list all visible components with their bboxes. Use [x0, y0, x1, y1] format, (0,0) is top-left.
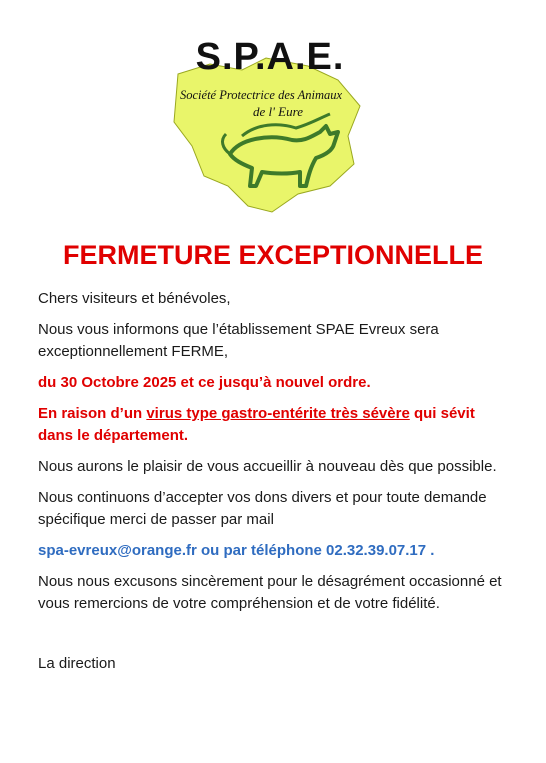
signature: La direction	[38, 655, 116, 672]
greeting: Chers visiteurs et bénévoles,	[38, 290, 231, 307]
info-paragraph: Nous vous informons que l’établissement SPAE Evreux sera exceptionnellement FERME,	[38, 321, 439, 360]
reason-underlined: virus type gastro-entérite très sévère	[146, 405, 410, 422]
dates-paragraph: du 30 Octobre 2025 et ce jusqu’à nouvel ordre.	[38, 374, 371, 391]
reason-post: qui sévit dans le département.	[38, 405, 475, 444]
donations-paragraph: Nous continuons d’accepter vos dons divers et pour toute demande spécifique merci de passer par mail	[38, 489, 487, 528]
contact-paragraph[interactable]: spa-evreux@orange.fr ou par téléphone 02.32.39.07.17 .	[38, 542, 435, 559]
logo-subtitle-line2: de l' Eure	[253, 104, 303, 119]
page-title: FERMETURE EXCEPTIONNELLE	[62, 240, 484, 270]
reopen-paragraph: Nous aurons le plaisir de vous accueillir à nouveau dès que possible.	[38, 458, 497, 475]
logo-title: S.P.A.E.	[195, 36, 345, 78]
reason-paragraph	[38, 403, 508, 447]
spae-logo	[170, 36, 370, 216]
apology-paragraph: Nous nous excusons sincèrement pour le désagrément occasionné et vous remercions de votre compréhension et de votre fidélité.	[38, 573, 502, 612]
logo-subtitle-line1: Société Protectrice des Animaux	[180, 88, 343, 102]
reason-pre: En raison d’un	[38, 405, 147, 422]
letter-body	[38, 288, 508, 675]
